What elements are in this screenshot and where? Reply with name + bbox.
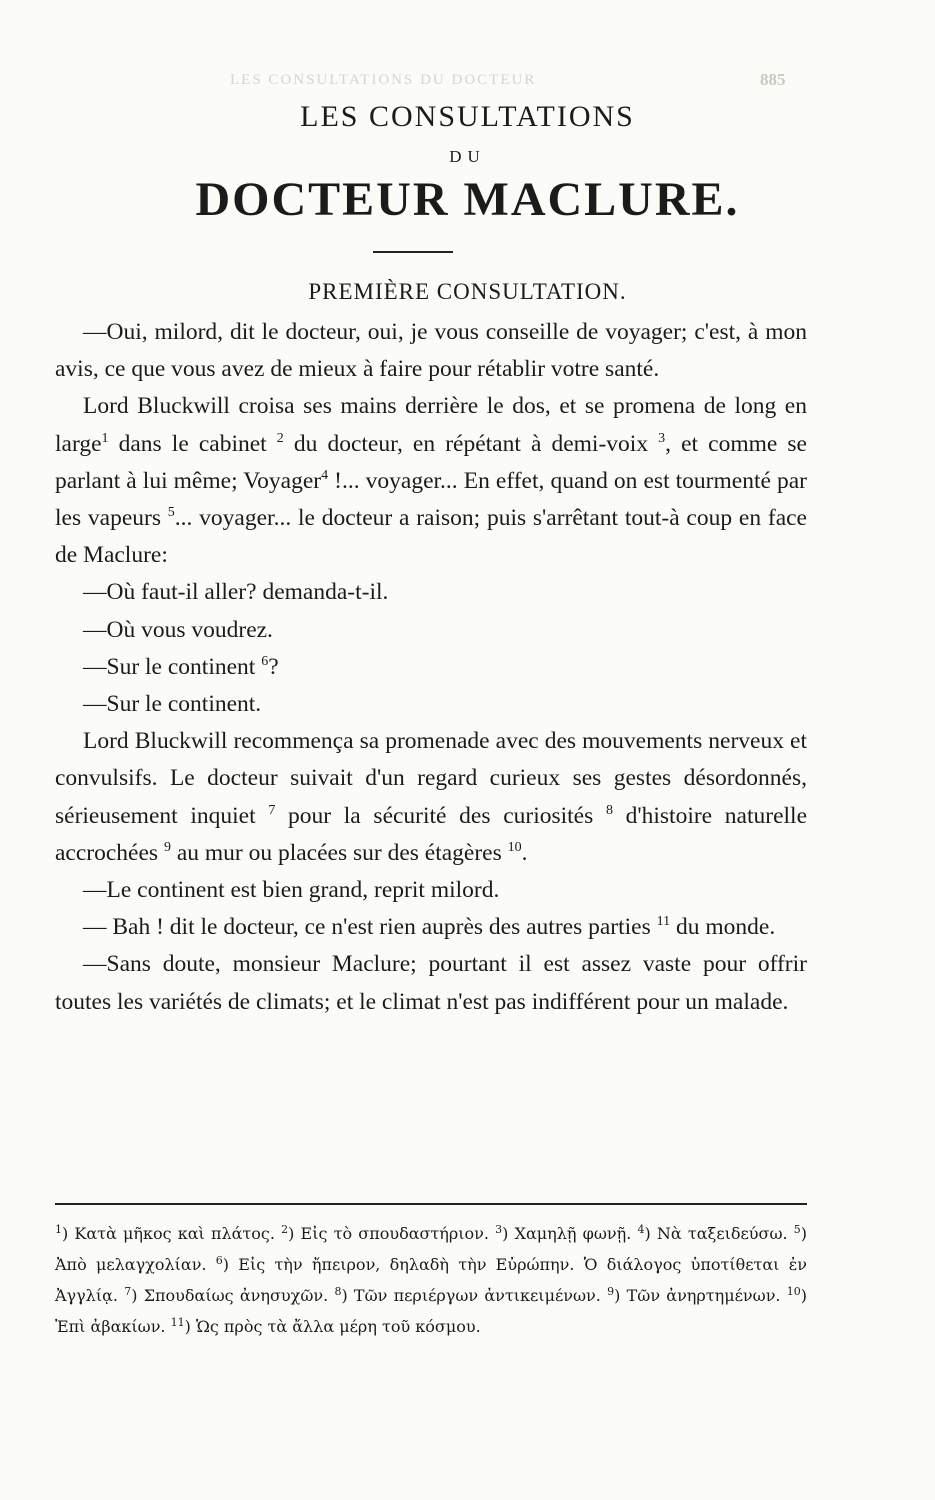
footnote: $^3$) Χαμηλῇ φωνῇ. — [495, 1223, 632, 1243]
paragraph-text: Lord Bluckwill recommença sa promenade avec des mouvements nerveux et convulsifs. Le docteur suivait d'un regard curieux ses gestes désordonnés, sérieusement inquiet — [55, 728, 807, 829]
paragraph — [55, 649, 807, 686]
footnote: $^{10}$) Ἐπὶ ἀβακίων. — [55, 1285, 808, 1336]
paragraph-text: —Sur le continent — [83, 653, 262, 680]
footnote-text: Εἰς τὴν ἤπειρον, δηλαδὴ τὴν Εὐρώπην. Ὁ διάλογος ὑποτίθεται ἐν Ἀγγλίᾳ. — [55, 1255, 808, 1305]
footnote-text: Εἰς τὸ σπουδαστήριον. — [300, 1224, 489, 1243]
paragraph-text: —Où vous voudrez. — [83, 616, 273, 643]
paragraph-text: —Le continent est bien grand, reprit milord. — [83, 877, 500, 904]
footnote-text: Ἐπὶ ἀβακίων. — [55, 1317, 166, 1336]
footnote-rule — [55, 1203, 807, 1205]
footnote-marker: 11 — [656, 914, 671, 930]
paragraph-text: du monde. — [670, 914, 776, 941]
paragraph-text: ... voyager... le docteur a raison; puis s'arrêtant tout-à coup en face de Maclure: — [55, 505, 807, 569]
footnote-number: 4 — [637, 1223, 645, 1236]
paragraph — [55, 872, 807, 909]
paragraph-text: —Sur le continent. — [83, 691, 262, 718]
footnote-text: Σπουδαίως ἀνησυχῶν. — [143, 1286, 329, 1305]
footnote-marker: 5 — [167, 505, 175, 521]
paragraph-text: !... voyager... En effet, quand on est tourmenté par les vapeurs — [55, 467, 807, 532]
paragraph-text: . — [521, 839, 528, 866]
footnote-number: 6 — [215, 1254, 223, 1267]
footnote-number: 10 — [786, 1285, 801, 1298]
footnote: $^{11}$) Ὡς πρὸς τὰ ἄλλα μέρη τοῦ κόσμου. — [170, 1316, 481, 1336]
footnote-number: 5 — [793, 1223, 801, 1236]
footnote-marker: 3 — [658, 430, 666, 446]
footnote-number: 3 — [495, 1223, 503, 1236]
paragraph-text: au mur ou placées sur des étagères — [170, 839, 508, 866]
footnote-number: 11 — [170, 1316, 185, 1329]
footnote: $^4$) Νὰ ταξειδεύσω. — [637, 1223, 788, 1243]
paragraph-text: —Oui, milord, dit le docteur, oui, je vous conseille de voyager; c'est, à mon avis, ce que vous avez de mieux à faire pour rétablir votre santé. — [55, 319, 807, 383]
footnote: $^9$) Τῶν ἀνηρτημένων. — [607, 1285, 781, 1305]
footnote-text: Νὰ ταξειδεύσω. — [656, 1224, 788, 1243]
footnote: $^5$) Ἀπὸ μελαγχολίαν. — [55, 1223, 807, 1274]
footnote-text: Χαμηλῇ φωνῇ. — [514, 1224, 632, 1243]
title-line-1: LES CONSULTATIONS — [300, 100, 635, 133]
paragraph — [55, 946, 807, 1020]
paragraph-text: d'histoire naturelle accrochées — [55, 802, 808, 866]
footnote-marker: 10 — [507, 839, 522, 855]
paragraph-text: ? — [268, 653, 279, 680]
footnote-number: 2 — [281, 1223, 289, 1236]
footnotes — [55, 1218, 807, 1342]
footnote-number: 9 — [607, 1285, 615, 1298]
paragraph — [55, 686, 807, 723]
section-title: PREMIÈRE CONSULTATION. — [308, 279, 627, 304]
footnote-marker: 1 — [101, 430, 109, 446]
paragraph-text: , et comme se parlant à lui même; Voyager — [55, 430, 807, 494]
footnote: $^2$) Εἰς τὸ σπουδαστήριον. — [281, 1223, 489, 1243]
footnote: $^8$) Τῶν περιέργων ἀντικειμένων. — [334, 1285, 601, 1305]
paragraph-text: —Sans doute, monsieur Maclure; pourtant il est assez vaste pour offrir toutes les variétés de climats; et le climat n'est pas indifférent pour un malade. — [55, 951, 807, 1015]
paragraph-text: — Bah ! dit le docteur, ce n'est rien auprès des autres parties — [83, 914, 657, 941]
footnote-marker: 4 — [321, 467, 329, 483]
paragraph — [55, 612, 807, 649]
footnote-marker: 2 — [276, 430, 284, 446]
title-connector: DU — [449, 147, 486, 166]
paragraph — [55, 388, 807, 574]
paragraph-text: —Où faut-il aller? demanda-t-il. — [83, 579, 389, 606]
footnote-marker: 9 — [163, 839, 171, 855]
footnote-number: 8 — [334, 1285, 342, 1298]
footnote-number: 1 — [55, 1223, 62, 1236]
bleed-through-running-head: LES CONSULTATIONS DU DOCTEUR — [230, 72, 537, 88]
title-rule — [373, 251, 453, 253]
bleed-through-page-number: 885 — [760, 70, 786, 89]
body-text — [55, 314, 807, 1021]
footnote-marker: 7 — [268, 802, 276, 818]
paragraph — [55, 723, 807, 872]
footnote-marker: 8 — [605, 802, 613, 818]
paragraph-text: dans le cabinet — [108, 430, 277, 457]
footnote-text: Ἀπὸ μελαγχολίαν. — [55, 1255, 207, 1274]
paragraph-text: pour la sécurité des curiosités — [275, 802, 606, 829]
title-line-2: DOCTEUR MACLURE. — [195, 173, 740, 226]
paragraph-text: Lord Bluckwill croisa ses mains derrière le dos, et se promena de long en large — [55, 393, 807, 457]
footnote-marker: 6 — [261, 653, 269, 669]
paragraph — [55, 909, 807, 946]
footnote-text: Ὡς πρὸς τὰ ἄλλα μέρη τοῦ κόσμου. — [195, 1317, 481, 1336]
paragraph — [55, 314, 807, 388]
paragraph — [55, 574, 807, 611]
footnote: $^1$) Κατὰ μῆκος καὶ πλάτος. — [55, 1223, 275, 1243]
footnote-text: Κατὰ μῆκος καὶ πλάτος. — [74, 1224, 275, 1243]
footnote: $^7$) Σπουδαίως ἀνησυχῶν. — [124, 1285, 329, 1305]
footnote-text: Τῶν περιέργων ἀντικειμένων. — [353, 1286, 601, 1305]
footnote-number: 7 — [124, 1285, 132, 1298]
footnote-text: Τῶν ἀνηρτημένων. — [626, 1286, 781, 1305]
footnote: $^6$) Εἰς τὴν ἤπειρον, δηλαδὴ τὴν Εὐρώπην. Ὁ διάλογος ὑποτίθεται ἐν Ἀγγλίᾳ. — [55, 1254, 808, 1305]
paragraph-text: du docteur, en répétant à demi-voix — [283, 430, 659, 457]
